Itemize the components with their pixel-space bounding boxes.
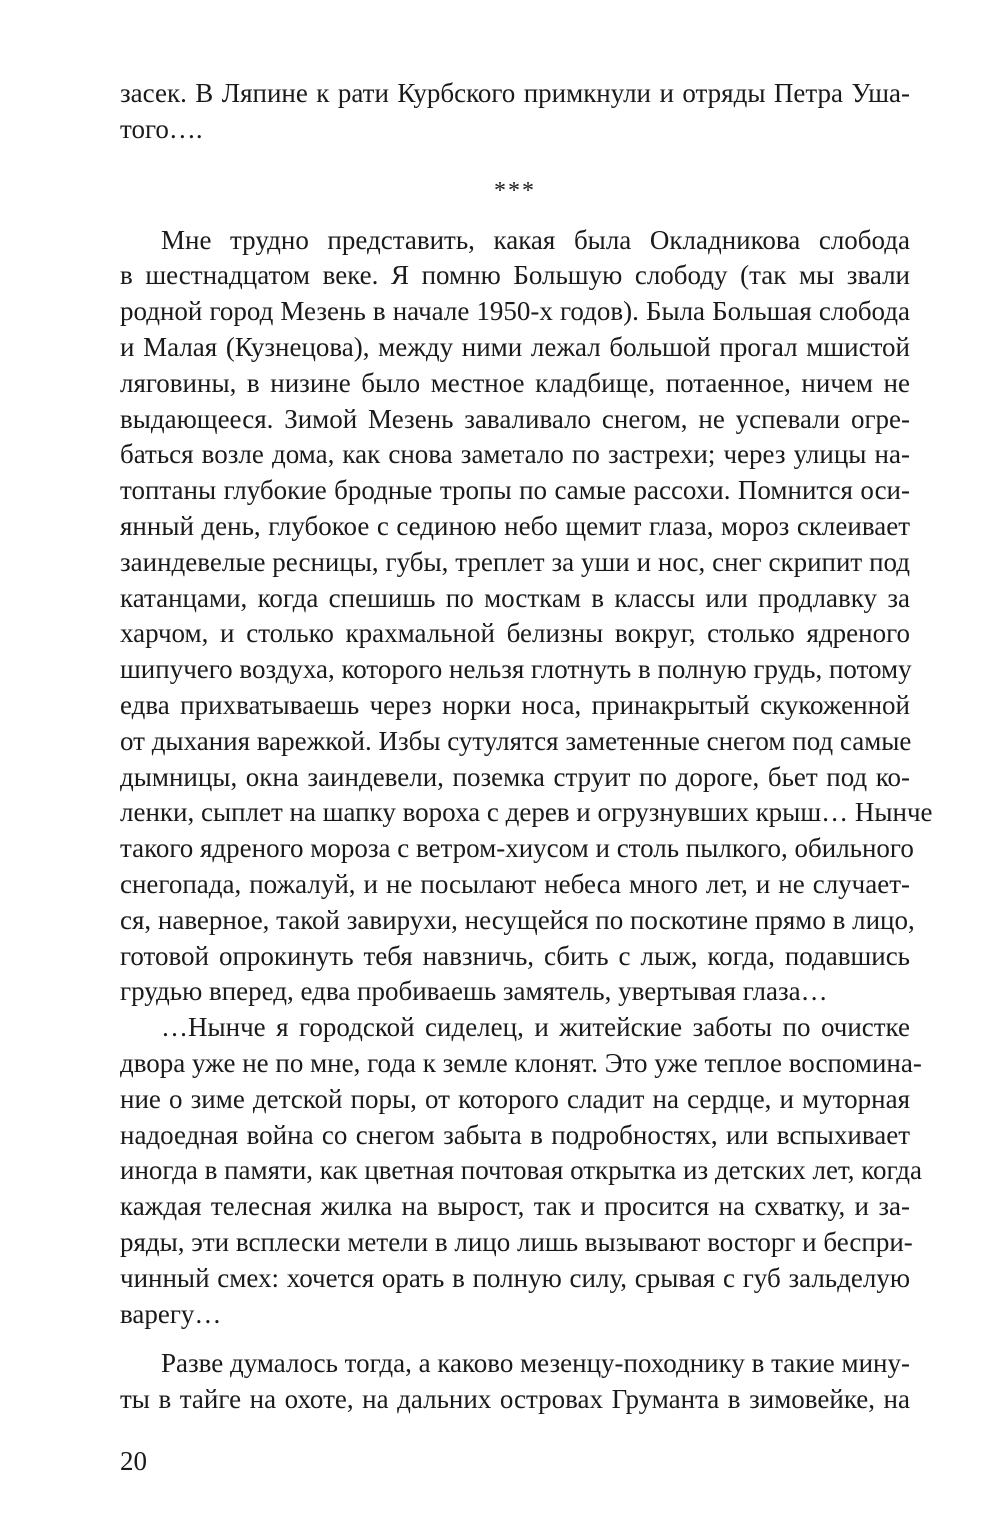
text-line: дымницы, окна заиндевели, поземка струит по дороге, бьет под ко- (120, 761, 910, 792)
text-line: готовой опрокинуть тебя навзничь, сбить с лыж, когда, подавшись (120, 940, 910, 971)
text-line: чинный смех: хочется орать в полную силу, срывая с губ зальделую (120, 1262, 910, 1293)
text-line: от дыхания варежкой. Избы сутулятся заметенные снегом под самые (120, 725, 912, 756)
text-line: едва прихватываешь через норки носа, принакрытый скукоженной (120, 689, 910, 720)
paragraph-0 (120, 76, 910, 148)
page-number: 20 (120, 1446, 147, 1476)
paragraph-3 (120, 1346, 910, 1418)
text-line: шипучего воздуха, которого нельзя глотнуть в полную грудь, потому (120, 654, 912, 685)
text-line: двора уже не по мне, года к земле клонят. Это уже теплое воспомина- (120, 1047, 922, 1078)
paragraph-2 (120, 1010, 922, 1332)
text-line: ляговины, в низине было местное кладбище, потаенное, ничем не (120, 367, 910, 398)
text-line: заиндевелые ресницы, губы, треплет за уши и нос, снег скрипит под (120, 546, 910, 577)
text-line: топтаны глубокие бродные тропы по самые рассохи. Помнится оси- (120, 475, 910, 506)
paragraph-1 (120, 223, 933, 1011)
text-line: грудью вперед, едва пробиваешь замятель, увертывая глаза… (120, 976, 828, 1007)
text-line: Мне трудно представить, какая была Окладникова слобода (161, 224, 910, 255)
text-line: ряды, эти всплески метели в лицо лишь вызывают восторг и беспри- (120, 1226, 913, 1257)
text-line: надоедная война со снегом забыта в подробностях, или вспыхивает (120, 1119, 910, 1150)
text-line: катанцами, когда спешишь по мосткам в классы или продлавку за (120, 582, 910, 613)
text-line: выдающееся. Зимой Мезень заваливало снегом, не успевали огре- (120, 403, 910, 434)
text-line: ся, наверное, такой завирухи, несущейся по поскотине прямо в лицо, (120, 904, 915, 935)
text-line: такого ядреного мороза с ветром-хиусом и столь пылкого, обильного (120, 833, 914, 864)
text-line: Разве думалось тогда, а каково мезенцу-походнику в такие мину- (161, 1348, 910, 1379)
text-line: ты в тайге на охоте, на дальних островах Груманта в зимовейке, на (120, 1384, 910, 1415)
text-line: родной город Мезень в начале 1950-х годов). Была Большая слобода (120, 296, 910, 327)
text-line: ние о зиме детской поры, от которого сладит на сердце, и муторная (120, 1083, 910, 1114)
page-body (120, 76, 933, 1418)
text-line: харчом, и столько крахмальной белизны вокруг, столько ядреного (120, 618, 910, 649)
text-line: иногда в памяти, как цветная почтовая открытка из детских лет, когда (120, 1155, 922, 1186)
text-line: в шестнадцатом веке. Я помню Большую слободу (так мы звали (120, 260, 910, 291)
text-line: янный день, глубокое с сединою небо щемит глаза, мороз склеивает (120, 510, 910, 541)
text-line: снегопада, пожалуй, и не посылают небеса много лет, и не случает- (120, 868, 910, 899)
text-line: варегу… (120, 1298, 222, 1329)
text-line: баться возле дома, как снова заметало по застрехи; через улицы на- (120, 439, 910, 470)
text-line: засек. В Ляпине к рати Курбского примкнули и отряды Петра Уша- (120, 78, 910, 108)
text-line: каждая телесная жилка на вырост, так и просится на схватку, и за- (120, 1191, 910, 1222)
text-line: ленки, сыплет на шапку вороха с дерев и огрузнувших крыш… Нынче (120, 797, 933, 828)
text-line: …Нынче я городской сиделец, и житейские заботы по очистке (161, 1012, 910, 1043)
text-line: и Малая (Кузнецова), между ними лежал большой прогал мшистой (120, 331, 910, 362)
text-line: того…. (120, 113, 203, 144)
section-separator: *** (494, 177, 536, 204)
